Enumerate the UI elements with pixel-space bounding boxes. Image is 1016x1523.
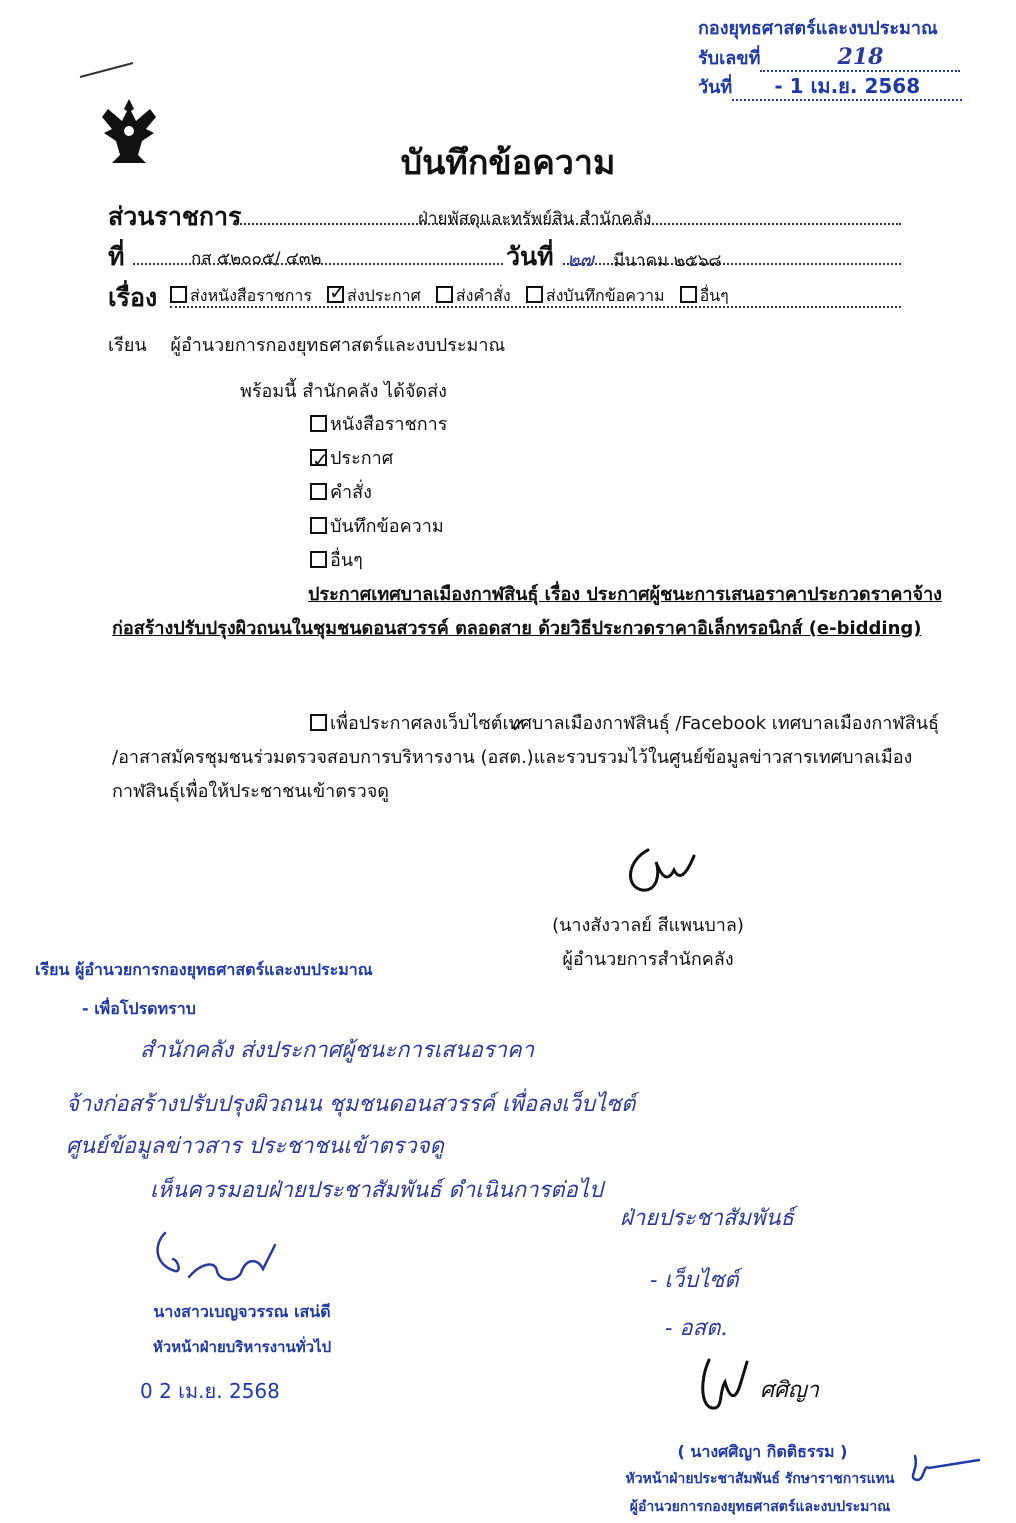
note2-initial: ศศิญา	[760, 1378, 820, 1403]
subject-label: เรื่อง	[108, 283, 158, 312]
enclosure-item[interactable]: อื่นๆ	[310, 544, 447, 578]
checkbox-icon	[170, 286, 187, 303]
subject-option-order[interactable]: ส่งคำสั่ง	[436, 284, 511, 309]
checkbox-icon	[310, 517, 327, 534]
signature-1-icon	[618, 842, 708, 902]
note1-name: นางสาวเบญจวรรณ เสน่ดี	[153, 1302, 331, 1321]
note1-date: 0 2 เม.ย. 2568	[140, 1379, 280, 1403]
agency-row	[108, 197, 903, 231]
enclosure-list	[310, 408, 447, 578]
to-label: เรียน	[108, 335, 147, 356]
enclosure-item[interactable]: ✓ประกาศ	[310, 442, 447, 476]
note1-to: เรียน ผู้อำนวยการกองยุทธศาสตร์และงบประมาณ	[35, 960, 373, 979]
stamp-date-value: - 1 เม.ย. 2568	[774, 73, 921, 98]
enclosure-item[interactable]: บันทึกข้อความ	[310, 510, 447, 544]
checkbox-icon	[526, 286, 543, 303]
enclosure-item[interactable]: คำสั่ง	[310, 476, 447, 510]
agency-label: ส่วนราชการ	[108, 202, 242, 231]
checkbox-icon	[680, 286, 697, 303]
pen-mark-icon	[78, 55, 138, 85]
note2-position2: ผู้อำนวยการกองยุทธศาสตร์และงบประมาณ	[629, 1499, 891, 1515]
subject-option-other[interactable]: อื่นๆ	[680, 284, 729, 309]
checkbox-icon	[436, 286, 453, 303]
checkbox-icon	[310, 483, 327, 500]
checkbox-checked-icon	[327, 286, 344, 303]
signer1-name: (นางสังวาลย์ สีแพนบาล)	[552, 915, 744, 936]
date-rest: มีนาคม ๒๕๖๘	[613, 251, 722, 271]
stamp-date-label: วันที่	[698, 76, 733, 98]
note1-handwriting-line: เห็นควรมอบฝ่ายประชาสัมพันธ์ ดำเนินการต่อไป	[150, 1178, 603, 1203]
note2-position: หัวหน้าฝ่ายประชาสัมพันธ์ รักษาราชการแทน	[625, 1471, 895, 1487]
to-line	[108, 330, 505, 359]
subject-option-letter[interactable]: ส่งหนังสือราชการ	[170, 284, 312, 309]
page-title: บันทึกข้อความ	[400, 143, 616, 183]
note2-handwriting-line: - อสต.	[665, 1316, 728, 1341]
checkbox-checked-icon[interactable]	[310, 714, 327, 731]
signature-2-icon	[145, 1225, 285, 1290]
checkbox-checked-icon	[310, 449, 327, 466]
checkbox-icon	[310, 551, 327, 568]
intro-text: พร้อมนี้ สำนักคลัง ได้จัดส่ง	[240, 381, 447, 402]
stamp-division: กองยุทธศาสตร์และงบประมาณ	[698, 18, 938, 39]
note2-handwriting-line: - เว็บไซต์	[650, 1268, 739, 1293]
subject-option-memo[interactable]: ส่งบันทึกข้อความ	[526, 284, 665, 309]
note2-name: ( นางศศิญา กิตติธรรม )	[677, 1442, 848, 1461]
ref-label: ที่	[108, 242, 125, 271]
stamp-received-no: 218	[837, 43, 884, 70]
checkbox-icon	[310, 415, 327, 432]
purpose-text: เพื่อประกาศลงเว็บไซต์เทศบาลเมืองกาฬสินธุ์ /Facebook เทศบาลเมืองกาฬสินธุ์ /อาสาสมัครชุมชนร่วมตรวจสอบการบริหารงาน (อสต.)และรวบรวมไว้ในศูนย์ข้อมูลข่าวสารเทศบาลเมืองกาฬสินธุ์เพื่อให้ประชาชนเข้าตรวจดู	[112, 713, 939, 802]
subject-option-announcement[interactable]: ✓ ส่งประกาศ	[327, 284, 421, 309]
ref-value: กส ๕๒๐๐๕/ ๔๓๒	[191, 249, 322, 269]
received-stamp	[698, 18, 988, 101]
enclosure-item[interactable]: หนังสือราชการ	[310, 408, 447, 442]
initial-mark-icon	[905, 1450, 985, 1490]
note1-handwriting-line: จ้างก่อสร้างปรับปรุงผิวถนน ชุมชนดอนสวรรค์ เพื่อลงเว็บไซต์	[66, 1092, 636, 1117]
stamp-received-label: รับเลขที่	[698, 47, 761, 69]
note1-purpose: - เพื่อโปรดทราบ	[82, 999, 196, 1018]
ref-row	[108, 237, 903, 273]
note1-handwriting-line: สำนักคลัง ส่งประกาศผู้ชนะการเสนอราคา	[140, 1038, 535, 1063]
note1-handwriting-line: ศูนย์ข้อมูลข่าวสาร ประชาชนเข้าตรวจดู	[66, 1134, 444, 1159]
subject-row	[108, 278, 903, 312]
agency-value: ฝ่ายพัสดุและทรัพย์สิน สำนักคลัง	[418, 209, 652, 229]
announcement-text: ประกาศเทศบาลเมืองกาฬสินธุ์ เรื่อง ประกาศผู้ชนะการเสนอราคาประกวดราคาจ้างก่อสร้างปรับปรุงผิวถนนในชุมชนดอนสวรรค์ ตลอดสาย ด้วยวิธีประกวดราคาอิเล็กทรอนิกส์ (e-bidding)	[112, 584, 942, 639]
purpose-line	[112, 707, 942, 809]
subject-options	[170, 284, 901, 308]
signature-3-icon	[695, 1352, 755, 1417]
note1-position: หัวหน้าฝ่ายบริหารงานทั่วไป	[152, 1338, 332, 1356]
date-day: ๒๗	[567, 249, 594, 271]
note2-handwriting-line: ฝ่ายประชาสัมพันธ์	[620, 1206, 794, 1231]
to-value: ผู้อำนวยการกองยุทธศาสตร์และงบประมาณ	[170, 335, 506, 356]
signer1-position: ผู้อำนวยการสำนักคลัง	[562, 949, 734, 970]
date-label: วันที่	[506, 242, 554, 271]
